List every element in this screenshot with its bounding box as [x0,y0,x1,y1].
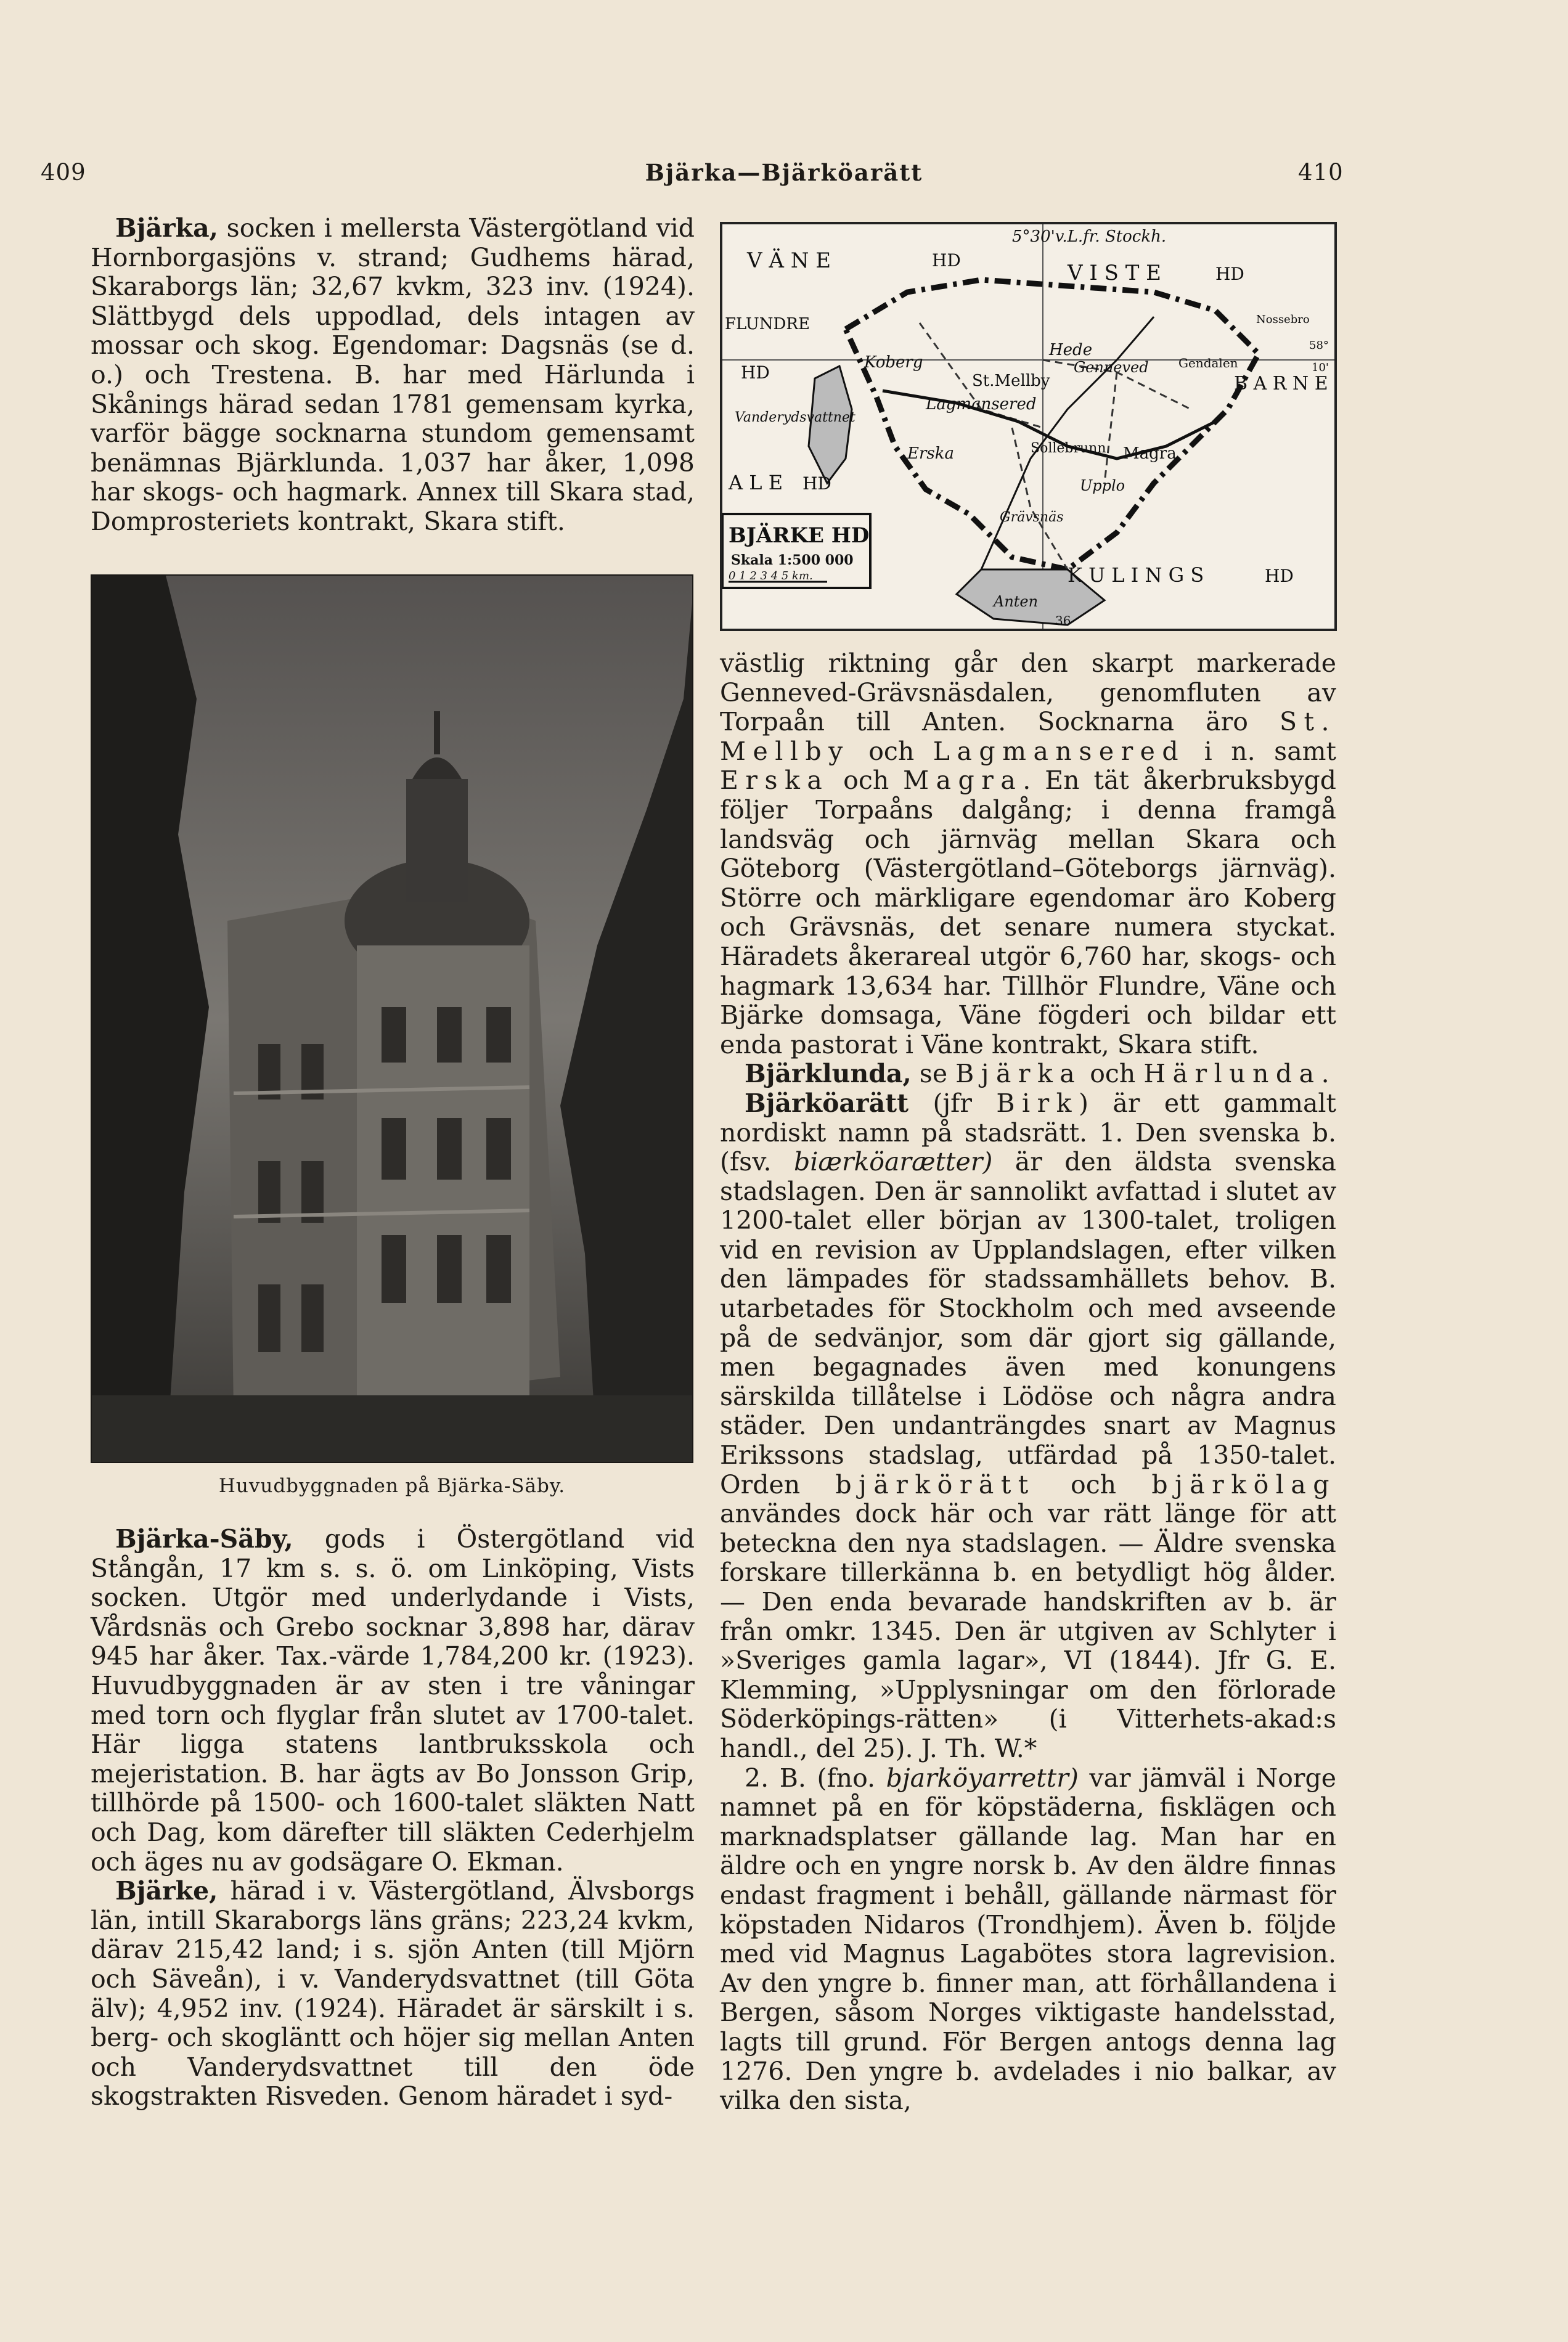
spaced-term: bjärkörätt [835,1469,1035,1499]
map-label-magra: Magra [1123,444,1177,463]
spaced-term: St. Mellby [720,707,1336,766]
spaced-term: Härlunda [1143,1059,1321,1089]
text-run: och [829,765,904,796]
map-label-gravsnas: Grävsnäs [1000,510,1064,525]
map-label-hd2: HD [1215,264,1244,284]
map-label-gendalen: Gendalen [1178,356,1238,370]
text-run: 2. B. (fno. [745,1763,886,1793]
map-label-erska: Erska [907,444,955,463]
spaced-term: Erska [720,765,830,796]
text-run: var jämväl i Norge namnet på en för köpstäderna, fisklägen och marknadsplatser gällande lag. Man har en äldre och en yngre norsk b. Av den äldre finnas endast fragment i behåll, gällande närmast för köpstaden Nidaros (Trondhjem). Även b. följde med vid Magnus Lagabötes stora lagrevision. Av den yngre b. finner man, att förhållandena i Bergen, såsom Norges viktigaste handelsstad, lagts till grund. För Bergen antogs denna lag 1276. Den yngre b. avdelades i nio balkar, av vilka den sista, [720,1763,1336,2116]
map-label-hd4: HD [802,473,831,494]
map-label-anten: Anten [994,593,1039,610]
map-label-top: 5°30'v.L.fr. Stockh. [1012,227,1167,246]
text-run: . [1321,1059,1329,1089]
text-run: är den äldsta svenska stadslagen. Den är sannolikt avfattad i slutet av 1200-talet eller början av 1300-talet, troligen vid en revision av Upplandslagen, efter vilken den lämpades för stadssamhällets behov. B. utarbetades för Stockholm och med avseende på de sedvänjor, som där gjort sig gällande, men begagnades även med konungens särskilda tillåtelse i Lödöse och några andra städer. Den undanträngdes snart av Magnus Erikssons stadslag, utfärdad på 1350-talet. Orden [720,1147,1336,1499]
map-bjarke-harad [720,222,1337,631]
text-run: och [1035,1469,1152,1499]
map-label-vane: V Ä N E [747,248,831,273]
page-number-left: 409 [41,159,86,186]
spaced-term: Bjärka [955,1059,1082,1089]
map-label-deg36: 36 [1055,613,1071,628]
map-scale-ticks: 0 1 2 3 4 5 km. [729,569,813,582]
map-label-genneved: Genneved [1074,359,1149,376]
paragraph-bjarka-saby [91,1525,695,1877]
map-label-sollebrunn: Sollebrunn [1031,441,1106,456]
map-label-hede: Hede [1049,341,1093,359]
headword: Bjärka-Säby, [115,1524,293,1554]
text-run: se [911,1059,956,1089]
map-label-flundre: FLUNDRE [725,315,810,333]
paragraph-bjarke-continuation [720,649,1336,1059]
headword: Bjärklunda, [745,1059,912,1089]
text-run: ) är ett gammalt nordiskt namn på stadsrätt. 1. Den svenska b. (fsv. [720,1088,1336,1177]
paragraph-bjarklunda [720,1059,1336,1089]
map-label-vanderydsvattnet: Vanderydsvattnet [735,410,855,425]
photo-bjarka-saby-main-building [91,574,693,1463]
paragraph-bjarke [91,1877,695,2111]
text-run: och [1082,1059,1144,1089]
article-bjarka-saby-and-bjarke [91,1525,695,2111]
running-title: Bjärka—Bjärköarätt [645,159,923,186]
headword: Bjärka, [115,213,218,243]
map-label-hd3: HD [741,362,770,383]
map-label-ale: A L E [729,471,783,494]
map-label-nossebro: Nossebro [1256,313,1310,326]
article-bjarke-continued [720,649,1336,2116]
text-run: härad i v. Västergötland, Älvsborgs län, intill Skaraborgs läns gräns; 223,24 kvkm, därav 215,42 land; i s. sjön Anten (till Mjörn och Säveån), i v. Vanderydsvattnet (till Göta älv); 4,952 inv. (1924). Häradet är särskilt i s. berg- och skogläntt och höjer sig mellan Anten och Vanderydsvattnet till den öde skogstrakten Risveden. Genom häradet i syd- [91,1876,695,2111]
map-label-upplo: Upplo [1080,477,1125,494]
text-run: i n. samt [1185,736,1336,766]
text-run: västlig riktning går den skarpt markerade Genneved-Grävsnäsdalen, genomfluten av Torpaån till Anten. Socknarna äro [720,648,1336,737]
spaced-term: bjärkölag [1151,1469,1336,1499]
text-run: . En tät åkerbruksbygd följer Torpaåns dalgång; i denna framgå landsväg och järnväg mellan Skara och Göteborg (Västergötland–Göteborgs järnväg). Större och märkligare egendomar äro Koberg och Grävsnäs, det senare numera styckat. Häradets åkerareal utgör 6,760 har, skogs- och hagmark 13,634 har. Tillhör Flundre, Väne och Bjärke domsaga, Väne fögderi och bildar ett enda pastorat i Väne kontrakt, Skara stift. [720,765,1336,1059]
paragraph-bjarkoaratt-2 [720,1764,1336,2116]
map-label-st-mellby: St.Mellby [972,372,1050,390]
map-label-barne: B A R N E [1234,373,1328,394]
photo-caption: Huvudbyggnaden på Bjärka-Säby. [218,1475,566,1497]
text-run: (jfr [909,1088,997,1118]
text-run: användes dock här och var rätt länge för att beteckna den nya stadslagen. — Äldre svenska forskare tillerkänna b. en betydligt hög ålder. — Den enda bevarade handskriften av b. är från omkr. 1345. Den är utgiven av Schlyter i »Sveriges gamla lagar», VI (1844). Jfr G. E. Klemming, »Upplysningar om den förlorade Söderköpings-rätten» (i Vitterhets-akad:s handl., del 25). J. Th. W.* [720,1499,1336,1763]
map-label-lat10: 10' [1312,361,1329,374]
headword: Bjärke, [115,1876,218,1906]
map-scale-label: Skala 1:500 000 [731,552,854,568]
page-number-right: 410 [1298,159,1344,186]
map-label-kulings: K U L I N G S [1068,563,1204,587]
italic-term: bjarköyarrettr) [886,1763,1079,1793]
spaced-term: Magra [903,765,1023,796]
text-run: och [849,736,933,766]
map-label-koberg: Koberg [864,353,923,372]
spaced-term: Lagmansered [933,736,1186,766]
headword: Bjärköarätt [745,1088,909,1118]
spaced-term: Birk [996,1088,1079,1118]
map-label-viste: V I S T E [1068,261,1162,285]
text-run: gods i Östergötland vid Stångån, 17 km s. s. ö. om Linköping, Vists socken. Utgör med underlydande i Vists, Vårdsnäs och Grebo socknar 3,898 har, därav 945 har åker. Tax.-värde 1,784,200 kr. (1923). Huvudbyggnaden är av sten i tre våningar med torn och flyglar från slutet av 1700-talet. Här ligga statens lantbruksskola och mejeristation. B. har ägts av Bo Jonsson Grip, tillhörde på 1500- och 1600-talet släkten Natt och Dag, kom därefter till släkten Cederhjelm och äges nu av godsägare O. Ekman. [91,1524,695,1877]
text-run: socken i mellersta Västergötland vid Hornborgasjöns v. strand; Gudhems härad, Skaraborgs län; 32,67 kvkm, 323 inv. (1924). Slättbygd dels uppodlad, dels intagen av mossar och skog. Egendomar: Dagsnäs (se d. o.) och Trestena. B. har med Härlunda i Skånings härad sedan 1781 gemensam kyrka, varför bägge socknarna stundom gemensamt benämnas Bjärklunda. 1,037 har åker, 1,098 har skogs- och hagmark. Annex till Skara stad, Domprosteriets kontrakt, Skara stift. [91,213,695,536]
article-bjarka [91,214,695,537]
paragraph-bjarka [91,214,695,537]
italic-term: biærköarætter) [793,1147,993,1177]
map-label-hd5: HD [1265,566,1294,586]
paragraph-bjarkoaratt-1 [720,1089,1336,1764]
map-legend-title: BJÄRKE HD [729,523,870,548]
map-label-lagmansered: Lagmansered [926,395,1037,414]
map-label-lat58: 58° [1309,339,1329,352]
map-label-hd1: HD [932,250,961,271]
